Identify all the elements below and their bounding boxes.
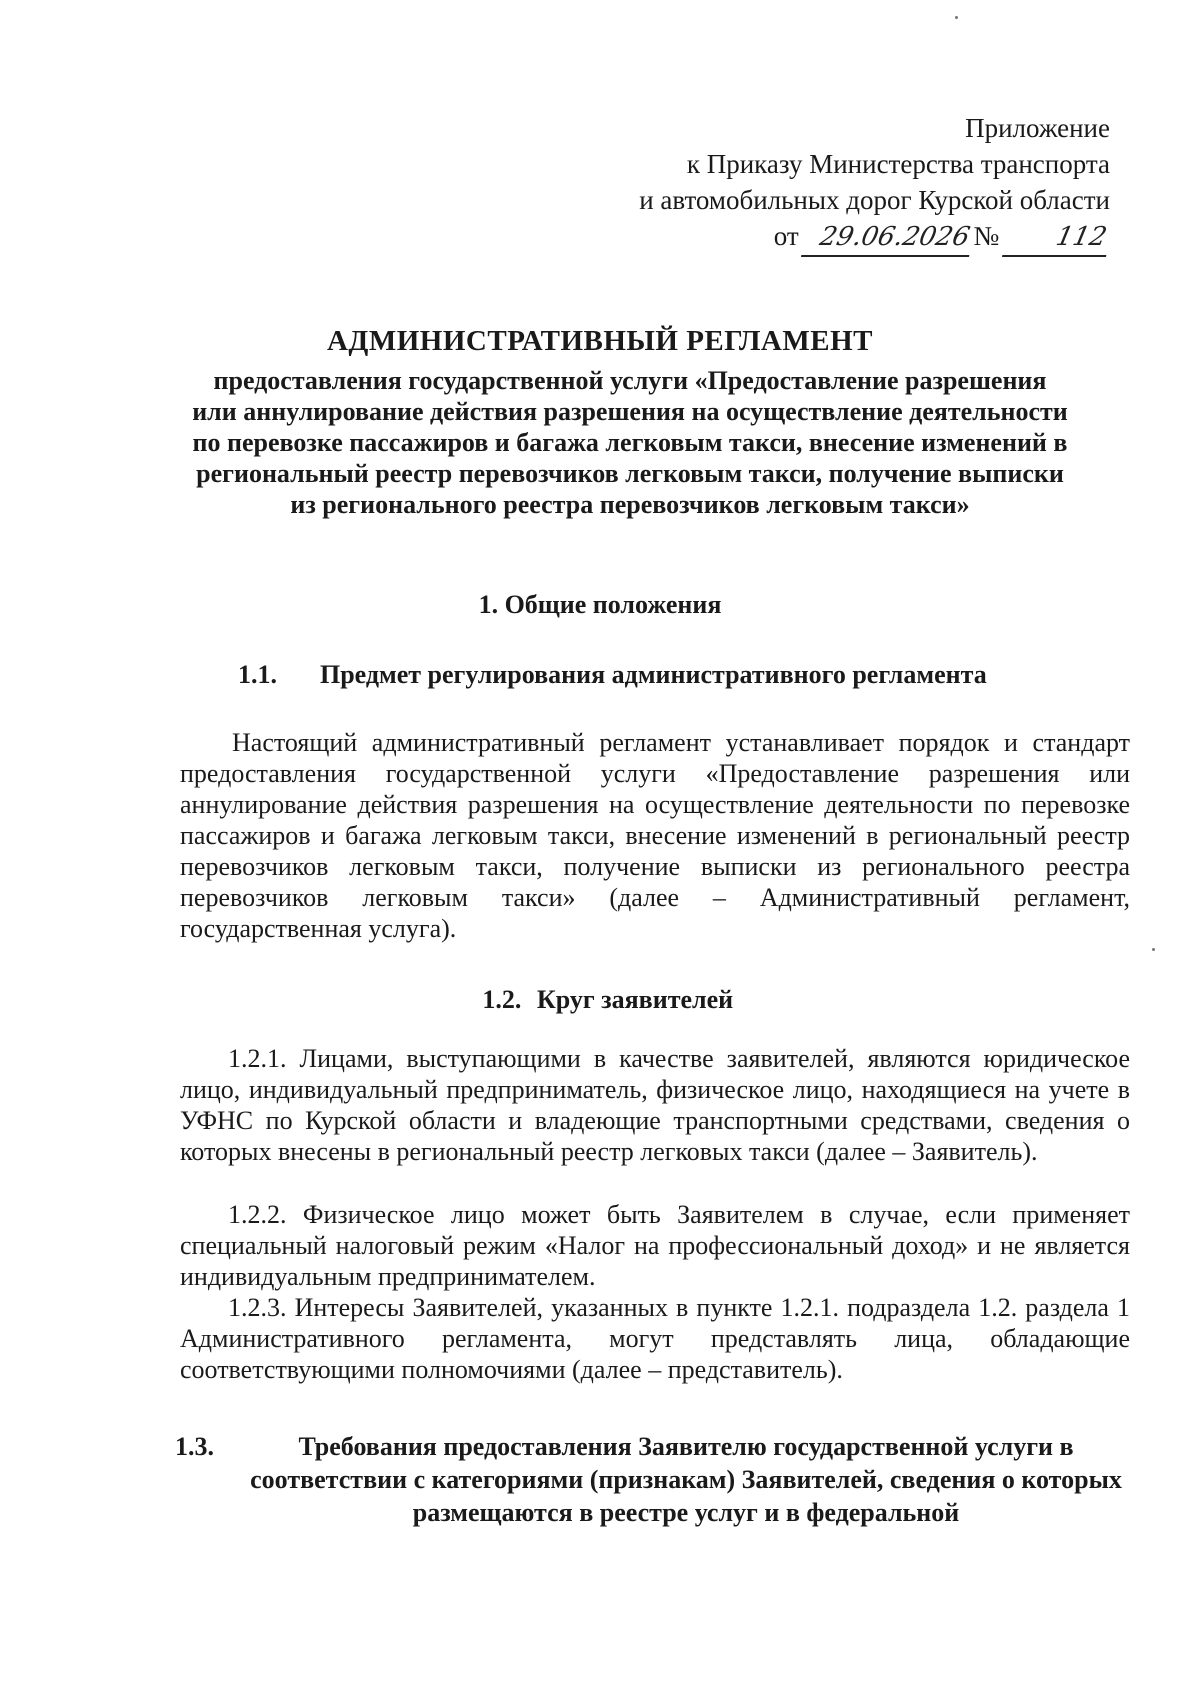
appendix-order: к Приказу Министерства транспорта (686, 149, 1110, 179)
handwritten-number: 112 (1002, 219, 1114, 257)
section-1-heading: 1. Общие положения (478, 590, 722, 619)
number-prefix: № (973, 221, 1000, 251)
section-1-2-title: Круг заявителей (536, 985, 734, 1014)
section-1-3-title: Требования предоставления Заявителю государственной услуги в соответствии с категориями (признакам) Заявителей, сведения о которых размещаются в реестре услуг и в федеральной (250, 1432, 1122, 1527)
handwritten-date: 29.06.2026 (801, 219, 977, 257)
document-title: АДМИНИСТРАТИВНЫЙ РЕГЛАМЕНТ (326, 325, 873, 357)
section-1-3-number: 1.3. (175, 1432, 214, 1461)
appendix-title: Приложение (965, 113, 1110, 143)
document-subtitle: предоставления государственной услуги «Предоставление разрешения или аннулирование действия разрешения на осуществление деятельности по перевозке пассажиров и багажа легковым такси, внесение изменений в региональный реестр перевозчиков легковым такси, получение выписки из регионального реестра перевозчиков легковым такси» (192, 366, 1068, 519)
section-1-3-heading (175, 1430, 1125, 1529)
scan-speck (1152, 948, 1155, 951)
appendix-ministry: и автомобильных дорог Курской области (639, 185, 1110, 215)
section-1-1-heading (238, 660, 987, 690)
paragraph-1-2-1: 1.2.1. Лицами, выступающими в качестве заявителей, являются юридическое лицо, индивидуальный предприниматель, физическое лицо, находящиеся на учете в УФНС по Курской области и владеющие транспортными средствами, сведения о которых внесены в региональный реестр легковых такси (далее – Заявитель). (180, 1044, 1130, 1166)
scan-speck (955, 16, 958, 19)
order-date-number (639, 218, 1110, 257)
section-1-1-paragraph: Настоящий административный регламент устанавливает порядок и стандарт предоставления государственной услуги «Предоставление разрешения или аннулирование действия разрешения на осуществление деятельности по перевозке пассажиров и багажа легковым такси, внесение изменений в региональный реестр перевозчиков легковым такси, получение выписки из регионального реестра перевозчиков легковым такси» (далее – Административный регламент, государственная услуга). (180, 728, 1130, 943)
appendix-header (639, 110, 1110, 257)
section-1-1-title: Предмет регулирования административного регламента (320, 660, 987, 689)
paragraph-1-2-3: 1.2.3. Интересы Заявителей, указанных в пункте 1.2.1. подраздела 1.2. раздела 1 Административного регламента, могут представлять лица, обладающие соответствующими полномочиями (далее – представитель). (180, 1293, 1130, 1384)
paragraph-1-2-2: 1.2.2. Физическое лицо может быть Заявителем в случае, если применяет специальный налоговый режим «Налог на профессиональный доход» и не является индивидуальным предпринимателем. (180, 1200, 1130, 1291)
date-prefix: от (773, 221, 799, 251)
section-1-1-number: 1.1. (238, 660, 277, 689)
section-1-2-number: 1.2. (482, 985, 522, 1014)
section-1-2-heading (0, 985, 1200, 1015)
